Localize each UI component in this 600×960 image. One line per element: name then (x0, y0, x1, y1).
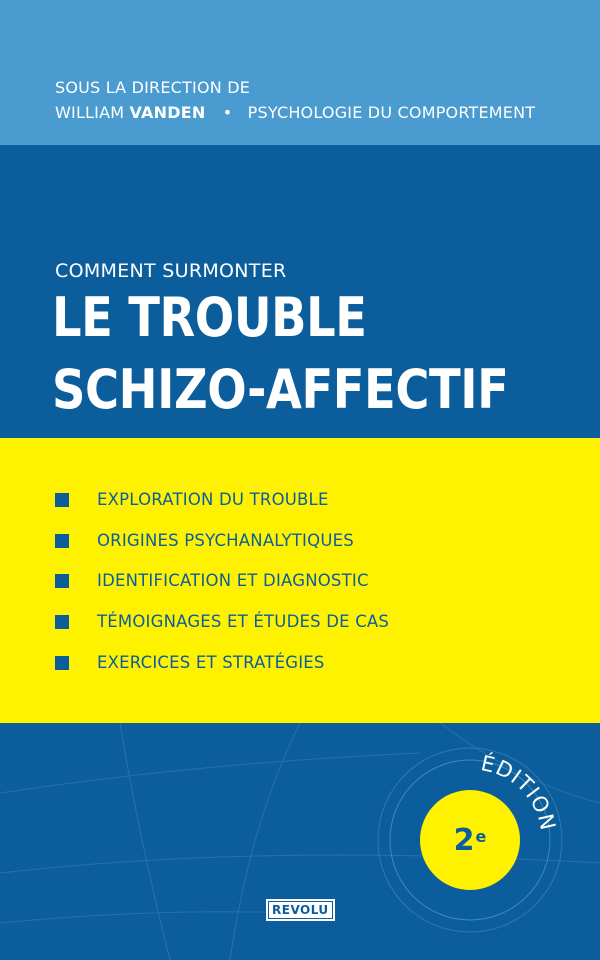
publisher-logo: REVOLU (266, 899, 335, 921)
title-line-2: SCHIZO-AFFECTIF (52, 358, 509, 421)
direction-label: SOUS LA DIRECTION DE (55, 78, 251, 97)
edition-label: ÉDITION (478, 751, 561, 834)
topic-label: TÉMOIGNAGES ET ÉTUDES DE CAS (97, 612, 390, 631)
square-bullet-icon (55, 574, 69, 588)
collection-name: PSYCHOLOGIE DU COMPORTEMENT (247, 103, 536, 122)
title-line-1: LE TROUBLE (52, 286, 367, 349)
topic-label: IDENTIFICATION ET DIAGNOSTIC (97, 571, 369, 590)
topic-label: EXPLORATION DU TROUBLE (97, 490, 329, 509)
editor-and-collection (55, 103, 535, 122)
square-bullet-icon (55, 534, 69, 548)
square-bullet-icon (55, 656, 69, 670)
square-bullet-icon (55, 493, 69, 507)
square-bullet-icon (55, 615, 69, 629)
pretitle: COMMENT SURMONTER (55, 260, 287, 282)
editor-first-name: WILLIAM (55, 103, 125, 122)
topic-label: EXERCICES ET STRATÉGIES (97, 653, 325, 672)
editor-last-name: VANDEN (129, 103, 206, 122)
edition-number-circle (420, 790, 520, 890)
topic-label: ORIGINES PSYCHANALYTIQUES (97, 531, 354, 550)
series-band (0, 0, 600, 145)
topics-band (0, 438, 600, 723)
edition-number: 2 $^e$ (453, 822, 487, 858)
separator-bullet: • (222, 103, 233, 122)
